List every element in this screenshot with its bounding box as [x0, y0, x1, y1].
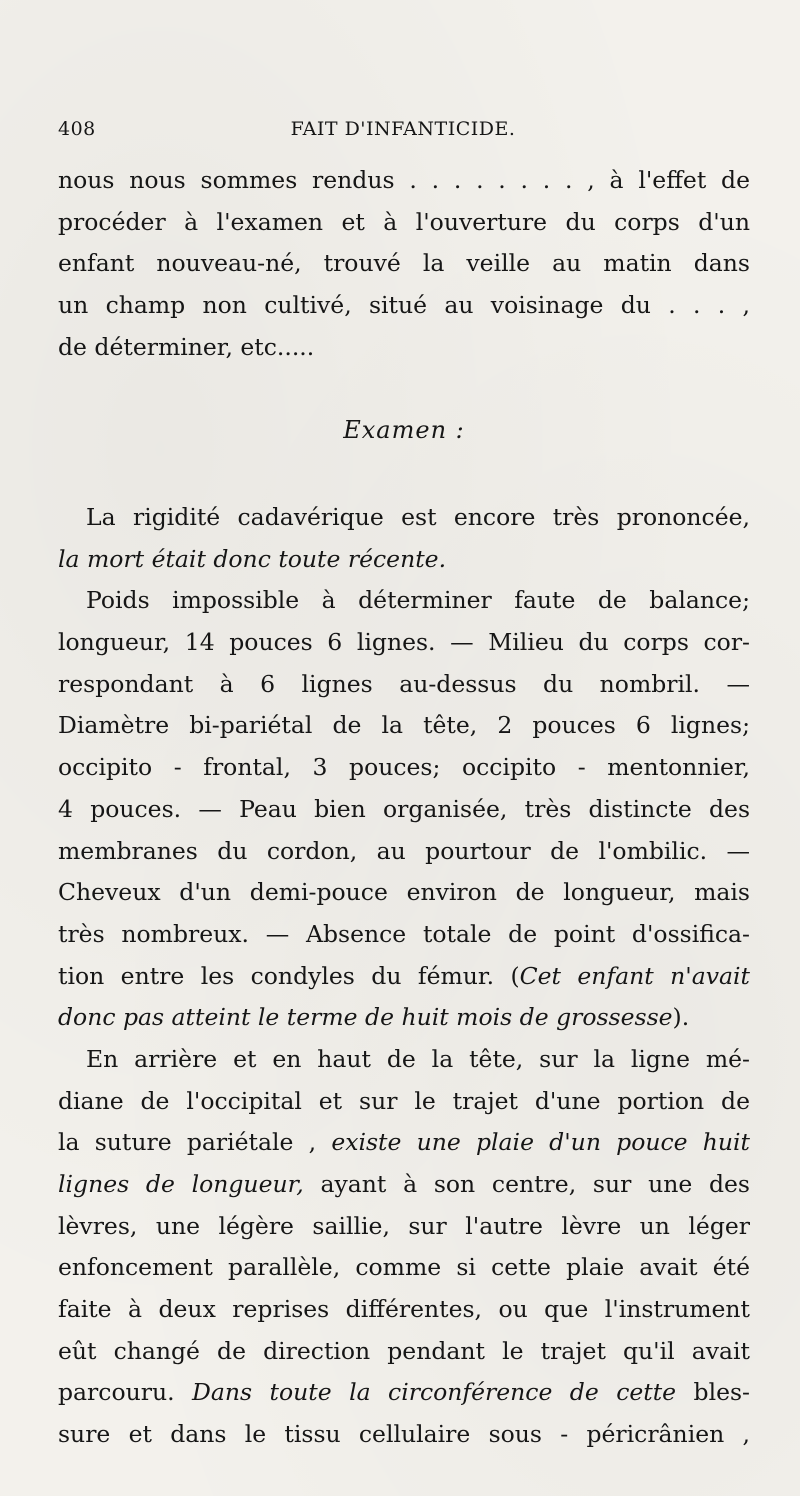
italic-fragment: existe une plaie d'un pouce huit [331, 1128, 750, 1157]
text-line [58, 1122, 750, 1164]
text-line: occipito - frontal, 3 pouces; occipito - mentonnier, [58, 753, 750, 782]
text-line: procéder à l'examen et à l'ouverture du corps d'un [58, 207, 750, 236]
text-line: 4 pouces. — Peau bien organisée, très distincte des [58, 794, 750, 823]
running-title: FAIT D'INFANTICIDE. [290, 118, 516, 140]
examination-body [58, 497, 750, 1456]
text-fragment: ayant à son centre, sur une des [303, 1170, 750, 1198]
text-line: très nombreux. — Absence totale de point d'ossifica- [58, 919, 750, 948]
text-fragment: ). [672, 1003, 690, 1032]
page-header [58, 118, 748, 148]
text-line: respondant à 6 lignes au-dessus du nombril. — [58, 669, 750, 698]
text-line: Diamètre bi-pariétal de la tête, 2 pouces 6 lignes; [58, 711, 750, 740]
text-line: longueur, 14 pouces 6 lignes. — Milieu du corps cor- [58, 628, 750, 657]
text-line [58, 1372, 750, 1414]
text-line: diane de l'occipital et sur le trajet d'une portion de [58, 1086, 750, 1115]
text-line [58, 997, 750, 1039]
italic-fragment: lignes de longueur, [58, 1170, 304, 1198]
italic-fragment: Dans toute la circonférence de cette [192, 1378, 677, 1407]
text-line: de déterminer, etc..... [58, 332, 315, 361]
italic-fragment: donc pas atteint le terme de huit mois de grossesse [58, 1003, 673, 1032]
section-heading: Examen : [343, 416, 465, 444]
text-line [58, 1164, 750, 1206]
text-fragment: bles- [676, 1378, 750, 1407]
text-line: membranes du cordon, au pourtour de l'ombilic. — [58, 836, 750, 865]
text-line [58, 956, 750, 998]
text-line: eût changé de direction pendant le trajet qu'il avait [58, 1336, 750, 1365]
text-line: lèvres, une légère saillie, sur l'autre lèvre un léger [58, 1211, 750, 1240]
page-number: 408 [58, 118, 96, 140]
text-line: faite à deux reprises différentes, ou que l'instrument [58, 1295, 750, 1324]
intro-paragraph [58, 160, 750, 368]
text-fragment: parcouru. [58, 1378, 193, 1407]
text-line: sure et dans le tissu cellulaire sous - péricrânien , [58, 1420, 750, 1449]
text-line: En arrière et en haut de la tête, sur la ligne mé- [86, 1044, 750, 1073]
text-line: La rigidité cadavérique est encore très prononcée, [86, 503, 750, 531]
text-line: Cheveux d'un demi-pouce environ de longueur, mais [58, 878, 750, 907]
text-line: enfant nouveau-né, trouvé la veille au matin dans [58, 249, 750, 278]
text-line: Poids impossible à déterminer faute de balance; [86, 586, 750, 615]
text-fragment: la suture pariétale , [58, 1128, 332, 1157]
text-line: enfoncement parallèle, comme si cette plaie avait été [58, 1253, 750, 1282]
text-line: nous nous sommes rendus . . . . . . . . , à l'effet de [58, 166, 750, 194]
text-fragment: tion entre les condyles du fémur. ( [58, 961, 520, 990]
text-line: un champ non cultivé, situé au voisinage du . . . , [58, 291, 750, 320]
italic-fragment: Cet enfant n'avait [519, 961, 750, 990]
text-line: la mort était donc toute récente. [58, 544, 447, 573]
